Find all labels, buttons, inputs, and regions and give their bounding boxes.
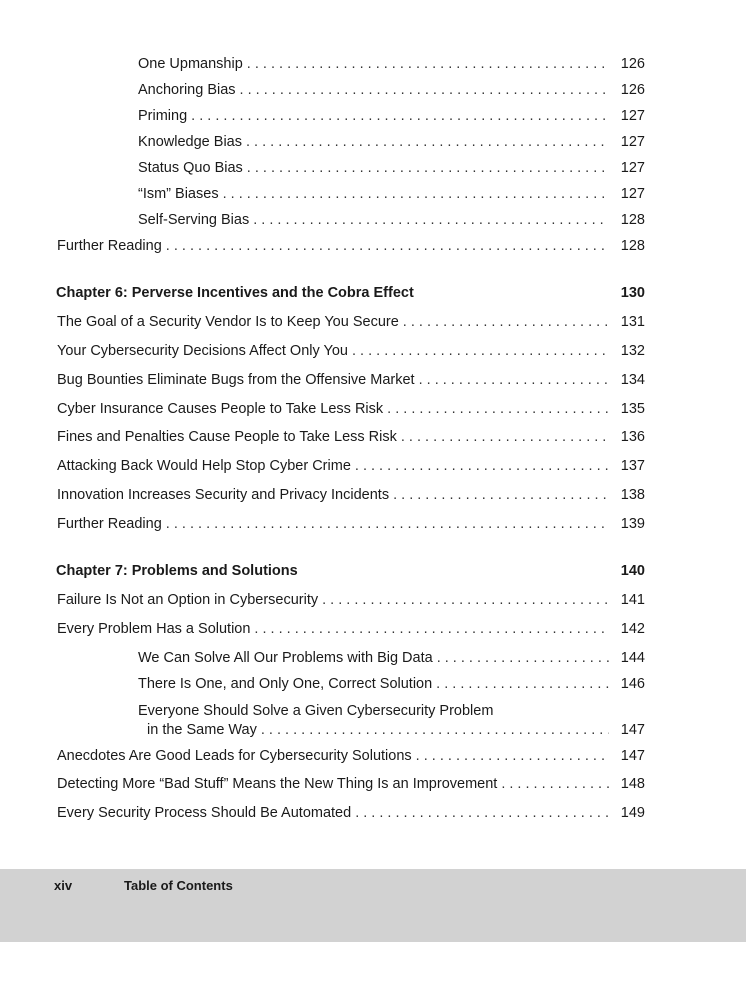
toc-entry-wrapped-line1: Everyone Should Solve a Given Cybersecurity Problem (138, 703, 494, 719)
toc-entry-title: Attacking Back Would Help Stop Cyber Crime (57, 458, 351, 474)
dot-leader (254, 620, 609, 638)
toc-entry-title: Further Reading (57, 238, 162, 254)
toc-entry-page: 144 (620, 650, 645, 666)
dot-leader (191, 107, 609, 125)
toc-entry-page: 135 (620, 401, 645, 417)
toc-entry (57, 775, 645, 793)
toc-entry-page: 127 (620, 186, 645, 202)
toc-entry-page: 138 (620, 487, 645, 503)
toc-entry-further-reading (57, 237, 645, 255)
page-number: xiv (54, 878, 73, 893)
toc-entry-title: There Is One, and Only One, Correct Solution (138, 676, 433, 692)
toc-entry-page: 127 (620, 160, 645, 176)
toc-entry (57, 486, 645, 504)
toc-entry-title: The Goal of a Security Vendor Is to Keep You Secure (57, 314, 399, 330)
toc-entry-title: We Can Solve All Our Problems with Big Data (138, 650, 433, 666)
dot-leader (247, 55, 609, 73)
toc-entry (57, 457, 645, 475)
toc-entry-page: 128 (620, 238, 645, 254)
toc-entry-title: Self-Serving Bias (138, 212, 250, 228)
toc-entry (138, 133, 645, 151)
toc-entry-title: Bug Bounties Eliminate Bugs from the Offensive Market (57, 372, 415, 388)
toc-entry-title: Every Security Process Should Be Automated (57, 805, 352, 821)
dot-leader (416, 747, 609, 765)
toc-entry (57, 747, 645, 765)
toc-entry-page: 127 (620, 108, 645, 124)
dot-leader (355, 457, 609, 475)
toc-entry (138, 159, 645, 177)
toc-entry (57, 313, 645, 331)
dot-leader (393, 486, 609, 504)
dot-leader (166, 515, 609, 533)
toc-entry-title: Knowledge Bias (138, 134, 242, 150)
chapter-heading (56, 563, 645, 579)
chapter-title: Chapter 6: Perverse Incentives and the Cobra Effect (56, 285, 414, 301)
toc-entry (57, 428, 645, 446)
toc-entry-page: 146 (620, 676, 645, 692)
toc-entry-title: Fines and Penalties Cause People to Take Less Risk (57, 429, 397, 445)
toc-entry-page: 147 (620, 722, 645, 738)
toc-entry-page: 139 (620, 516, 645, 532)
dot-leader (247, 159, 609, 177)
toc-entry-page: 127 (620, 134, 645, 150)
toc-entry-page: 141 (620, 592, 645, 608)
dot-leader (387, 400, 609, 418)
dot-leader (501, 775, 609, 793)
toc-entry-title: “Ism” Biases (138, 186, 219, 202)
toc-entry-title: Anecdotes Are Good Leads for Cybersecurity Solutions (57, 748, 412, 764)
dot-leader (419, 371, 609, 389)
dot-leader (403, 313, 609, 331)
toc-entry-page: 126 (620, 56, 645, 72)
dot-leader (437, 649, 609, 667)
toc-entry-title: One Upmanship (138, 56, 243, 72)
chapter-heading (56, 285, 645, 301)
toc-entry-page: 131 (620, 314, 645, 330)
toc-entry (138, 185, 645, 203)
toc-entry-title: Detecting More “Bad Stuff” Means the New Thing Is an Improvement (57, 776, 498, 792)
dot-leader (166, 237, 609, 255)
toc-entry (57, 620, 645, 638)
dot-leader (223, 185, 609, 203)
toc-entry-page: 134 (620, 372, 645, 388)
toc-entry-title: Anchoring Bias (138, 82, 236, 98)
toc-entry-title: in the Same Way (147, 722, 257, 738)
toc-entry-title: Every Problem Has a Solution (57, 621, 251, 637)
toc-entry (138, 211, 645, 229)
page-footer (0, 869, 746, 942)
toc-entry-title: Failure Is Not an Option in Cybersecurity (57, 592, 319, 608)
dot-leader (261, 721, 609, 739)
chapter-title: Chapter 7: Problems and Solutions (56, 563, 298, 579)
toc-entry-title: Innovation Increases Security and Privacy Incidents (57, 487, 390, 503)
dot-leader (401, 428, 609, 446)
toc-entry (57, 371, 645, 389)
toc-entry (57, 400, 645, 418)
dot-leader (436, 675, 609, 693)
dot-leader (253, 211, 609, 229)
toc-entry-page: 136 (620, 429, 645, 445)
toc-entry (138, 107, 645, 125)
toc-entry (57, 342, 645, 360)
toc-entry-page: 149 (620, 805, 645, 821)
toc-entry-page: 142 (620, 621, 645, 637)
running-footer-title: Table of Contents (124, 878, 233, 893)
toc-entry-page: 126 (620, 82, 645, 98)
toc-entry-wrapped-line2 (147, 721, 645, 739)
toc-entry-page: 147 (620, 748, 645, 764)
dot-leader (352, 342, 609, 360)
toc-entry-title: Further Reading (57, 516, 162, 532)
chapter-page: 130 (620, 285, 645, 301)
toc-entry-page: 128 (620, 212, 645, 228)
toc-entry-page: 137 (620, 458, 645, 474)
toc-entry (138, 55, 645, 73)
toc-entry (138, 81, 645, 99)
toc-entry (57, 591, 645, 609)
toc-entry-title: Your Cybersecurity Decisions Affect Only You (57, 343, 348, 359)
toc-entry-page: 148 (620, 776, 645, 792)
toc-entry-further-reading (57, 515, 645, 533)
toc-entry (138, 675, 645, 693)
dot-leader (240, 81, 609, 99)
chapter-page: 140 (620, 563, 645, 579)
dot-leader (322, 591, 609, 609)
toc-entry-title: Status Quo Bias (138, 160, 243, 176)
dot-leader (355, 804, 609, 822)
toc-entry-title: Cyber Insurance Causes People to Take Less Risk (57, 401, 384, 417)
toc-entry-page: 132 (620, 343, 645, 359)
toc-entry (57, 804, 645, 822)
toc-entry-title: Priming (138, 108, 188, 124)
dot-leader (246, 133, 609, 151)
toc-entry (138, 649, 645, 667)
